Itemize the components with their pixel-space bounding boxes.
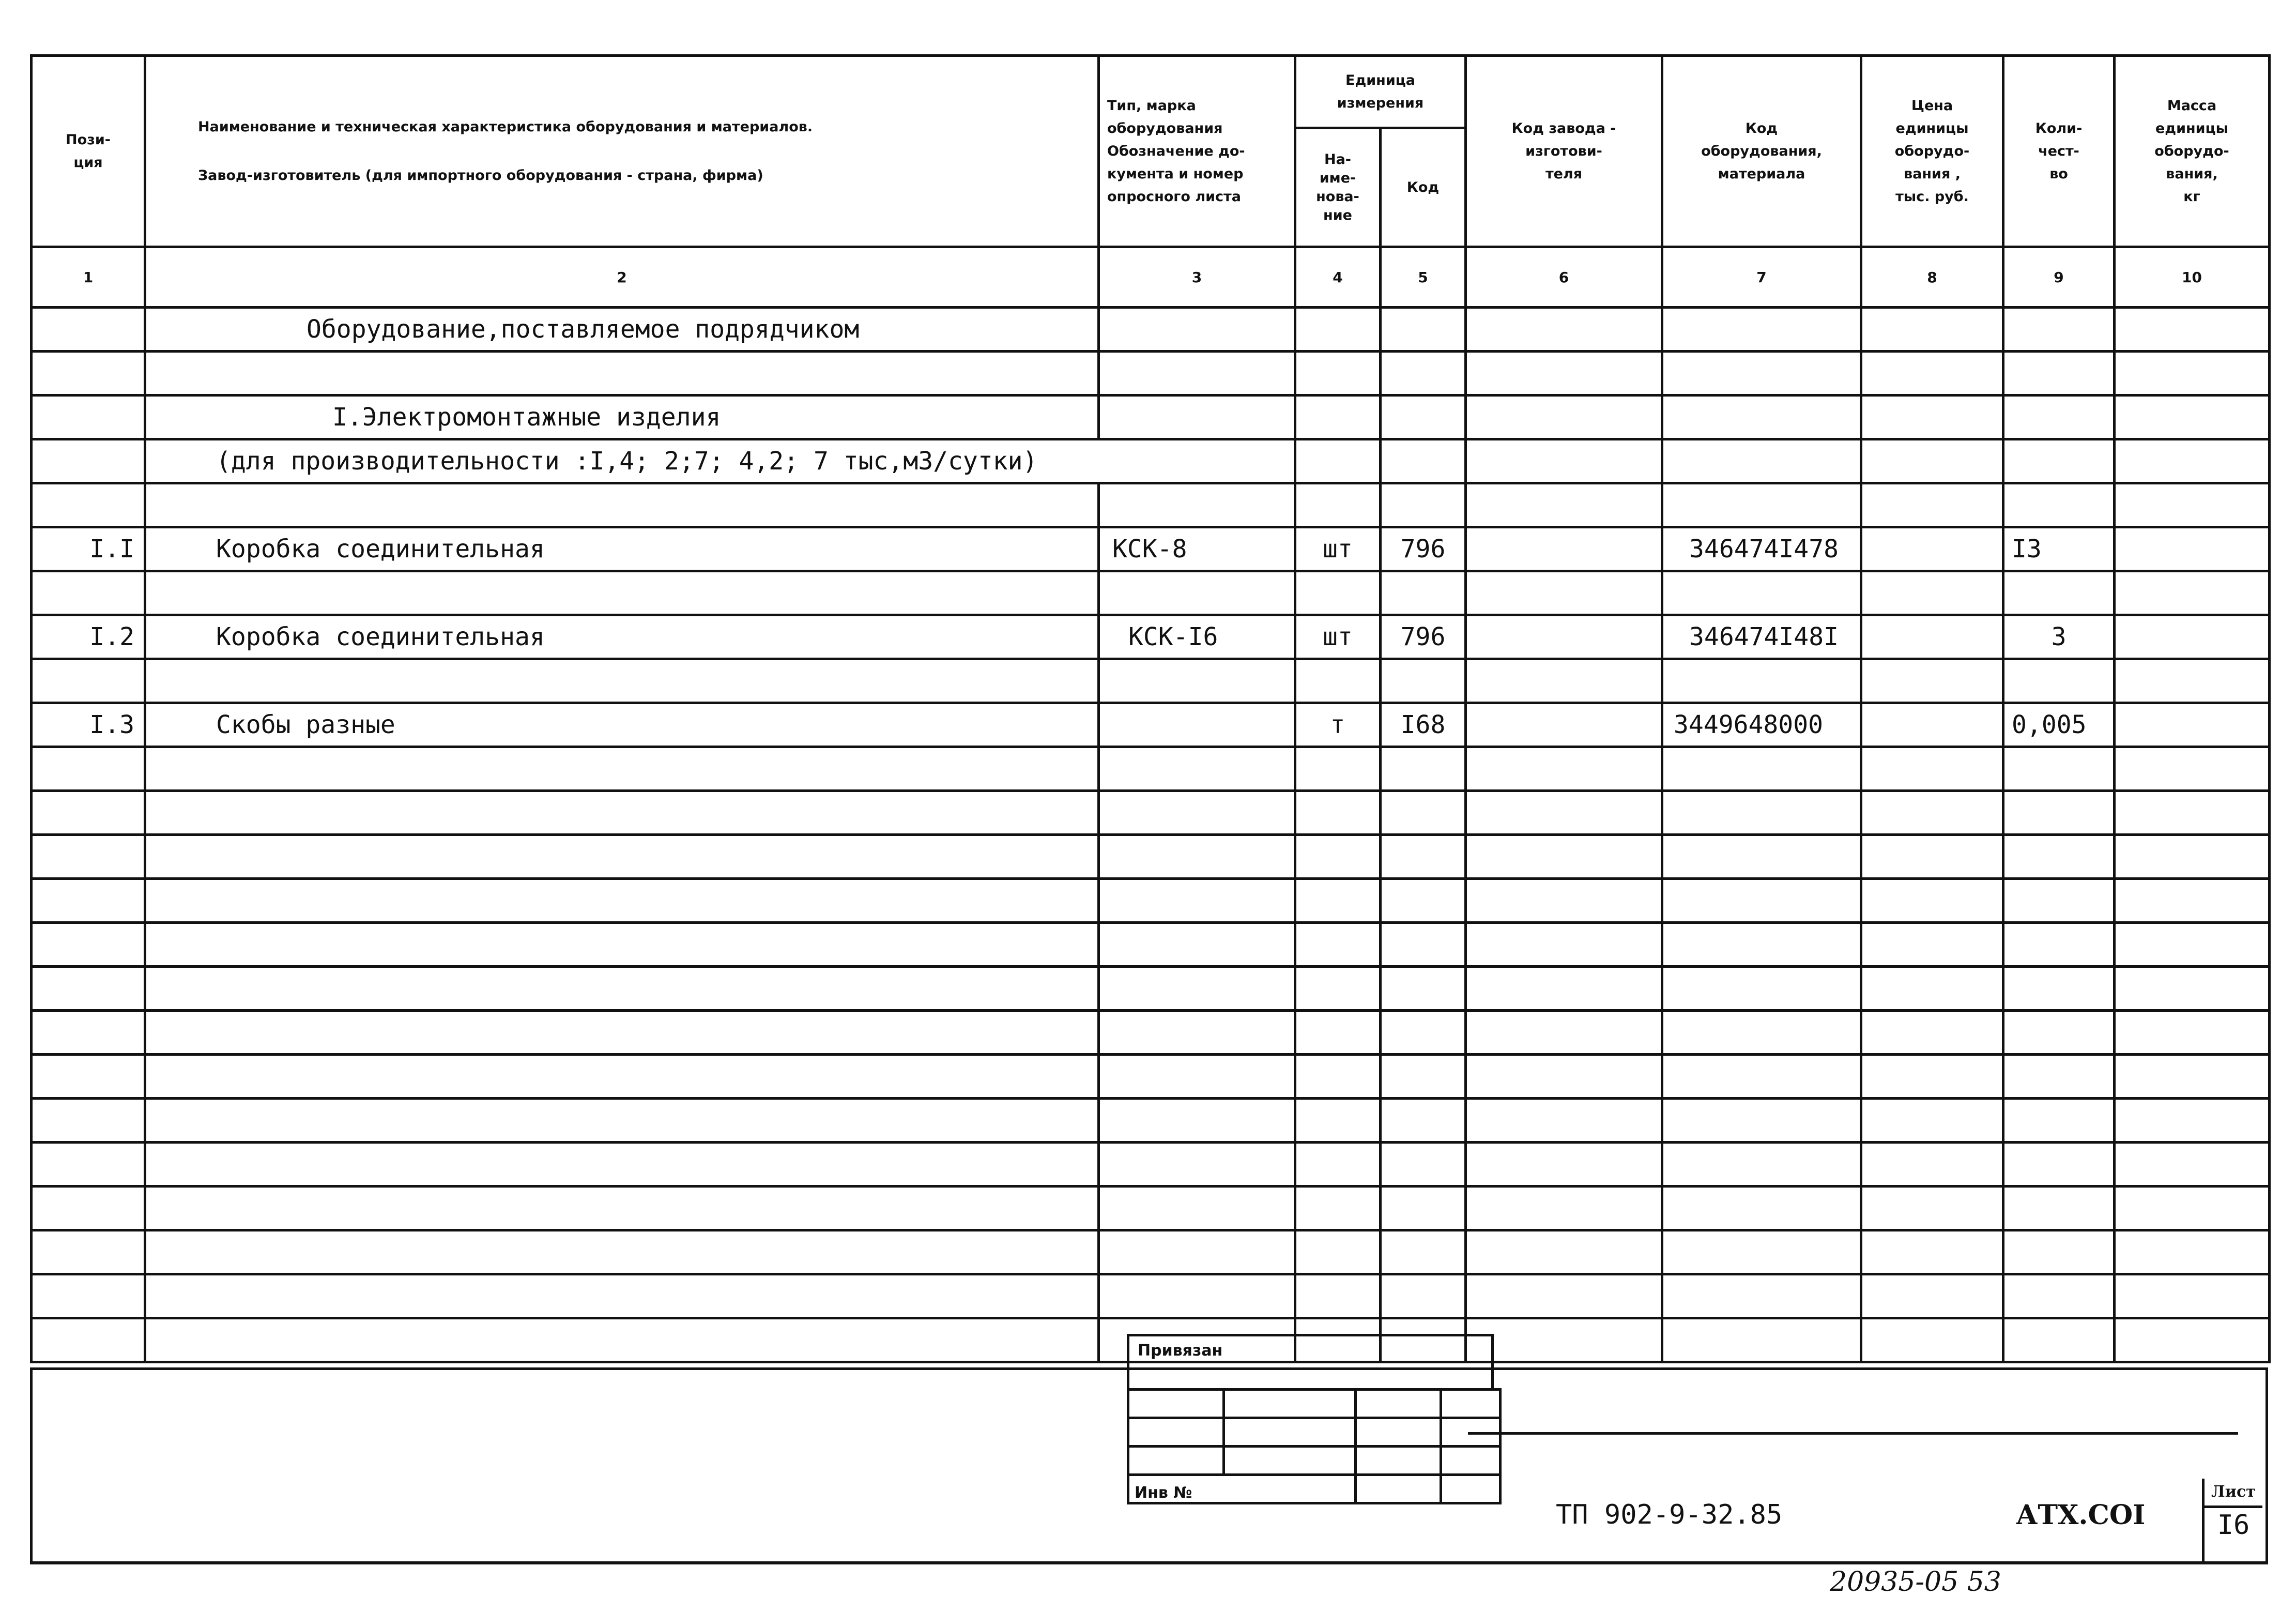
item-type: КСК-8	[1099, 527, 1295, 571]
header-unit-code: Код	[1381, 128, 1466, 247]
table-row	[32, 791, 2270, 835]
item-material-code: 346474I478	[1662, 527, 1861, 571]
table-row	[32, 923, 2270, 967]
column-number: 1	[32, 247, 145, 308]
table-row	[32, 967, 2270, 1011]
stamp-grid	[1127, 1388, 1502, 1504]
header-mass: Масса единицы оборудо- вания, кг	[2115, 56, 2270, 247]
item-name: Коробка соединительная	[145, 615, 1099, 659]
item-unit-code: 796	[1381, 527, 1466, 571]
table-row	[32, 308, 2270, 352]
section-title: Оборудование,поставляемое подрядчиком	[145, 308, 1099, 352]
sheet-label: Лист	[2205, 1479, 2262, 1508]
item-type: КСК-I6	[1099, 615, 1295, 659]
item-quantity: 3	[2003, 615, 2115, 659]
column-number: 9	[2003, 247, 2115, 308]
header-row-1	[32, 56, 2270, 128]
inventory-label: Инв №	[1128, 1475, 1356, 1503]
archive-number: 20935-05 53	[1830, 1567, 2001, 1598]
frame-left-line	[30, 1367, 33, 1564]
table-row	[32, 1274, 2270, 1318]
header-material-code: Код оборудования, материала	[1662, 56, 1861, 247]
group-note: (для производительности :I,4; 2;7; 4,2; 7 тыс,м3/сутки)	[145, 439, 1295, 483]
column-number: 5	[1381, 247, 1466, 308]
table-row	[32, 659, 2270, 703]
item-position: I.3	[32, 703, 145, 747]
sheet-number: I6	[2217, 1510, 2250, 1541]
item-unit: шт	[1295, 615, 1381, 659]
column-number: 7	[1662, 247, 1861, 308]
item-material-code: 3449648000	[1662, 703, 1861, 747]
item-unit: шт	[1295, 527, 1381, 571]
specification-table	[30, 54, 2271, 1363]
item-name: Скобы разные	[145, 703, 1099, 747]
stamp-caption: Привязан	[1127, 1334, 1494, 1391]
header-factory-code: Код завода - изготови- теля	[1466, 56, 1662, 247]
table-row	[32, 396, 2270, 439]
item-unit-code: I68	[1381, 703, 1466, 747]
table-row	[32, 483, 2270, 527]
header-price: Цена единицы оборудо- вания , тыс. руб.	[1861, 56, 2003, 247]
item-quantity: 0,005	[2003, 703, 2115, 747]
document-id: АТХ.COI	[2016, 1499, 2146, 1531]
item-name: Коробка соединительная	[145, 527, 1099, 571]
item-unit: т	[1295, 703, 1381, 747]
table-row	[32, 1055, 2270, 1099]
header-name: Наименование и техническая характеристика оборудования и материалов. Завод-изготовитель (для импортного оборудования - страна, фирма)	[145, 56, 1099, 247]
item-type	[1099, 703, 1295, 747]
table-row	[32, 703, 2270, 747]
column-number-row	[32, 247, 2270, 308]
column-number: 6	[1466, 247, 1662, 308]
table-row	[32, 1099, 2270, 1143]
table-row	[32, 835, 2270, 879]
column-number: 10	[2115, 247, 2270, 308]
table-row	[32, 352, 2270, 396]
column-number: 3	[1099, 247, 1295, 308]
header-unit: Единица измерения	[1295, 56, 1466, 128]
table-row	[32, 571, 2270, 615]
frame-bottom-line	[30, 1561, 2268, 1564]
item-quantity: I3	[2003, 527, 2115, 571]
table-row	[32, 527, 2270, 571]
column-number: 4	[1295, 247, 1381, 308]
header-position: Пози- ция	[32, 56, 145, 247]
item-material-code: 346474I48I	[1662, 615, 1861, 659]
table-row	[32, 879, 2270, 923]
table-row	[32, 747, 2270, 791]
document-number: ТП 902-9-32.85	[1556, 1499, 1783, 1530]
doc-number-line	[1468, 1432, 2238, 1507]
table-row	[32, 439, 2270, 483]
header-quantity: Коли- чест- во	[2003, 56, 2115, 247]
table-row	[32, 1187, 2270, 1230]
header-type: Тип, марка оборудования Обозначение до- кумента и номер опросного листа	[1099, 56, 1295, 247]
item-unit-code: 796	[1381, 615, 1466, 659]
item-position: I.2	[32, 615, 145, 659]
table-row	[32, 615, 2270, 659]
group-title: I.Электромонтажные изделия	[145, 396, 1099, 439]
table-row	[32, 1011, 2270, 1055]
column-number: 8	[1861, 247, 2003, 308]
sheet-number-box	[2202, 1479, 2262, 1561]
column-number: 2	[145, 247, 1099, 308]
table-row	[32, 1143, 2270, 1187]
header-unit-name: На- име- нова- ние	[1295, 128, 1381, 247]
table-row	[32, 1230, 2270, 1274]
item-position: I.I	[32, 527, 145, 571]
frame-right-line	[2266, 1367, 2268, 1564]
